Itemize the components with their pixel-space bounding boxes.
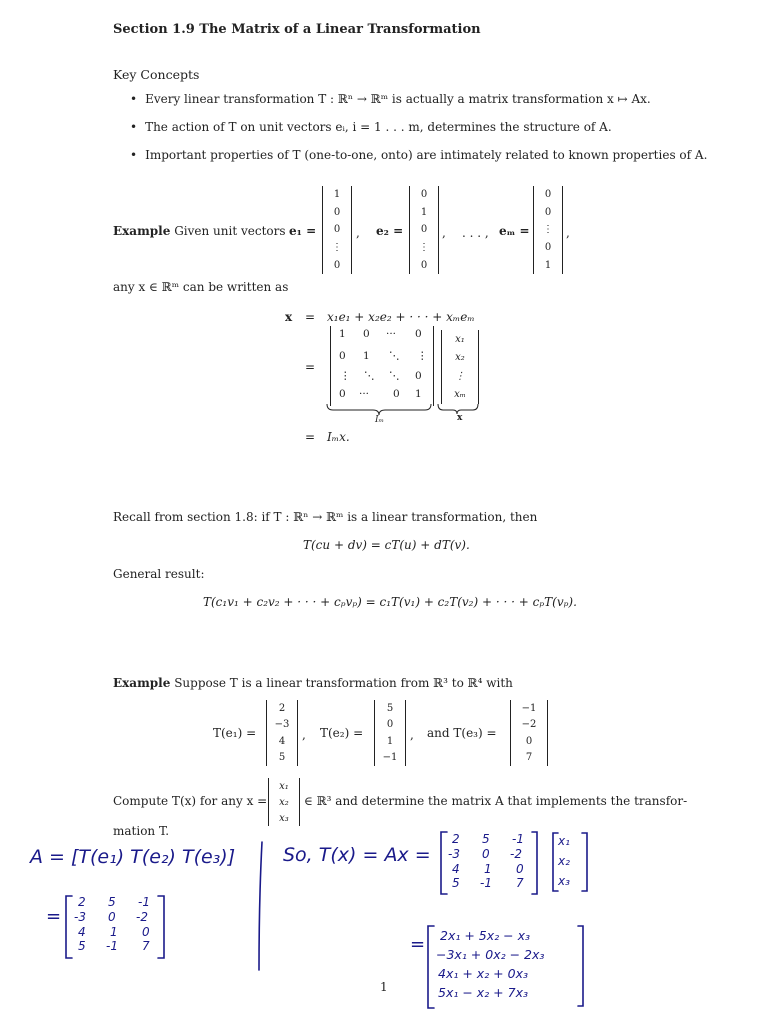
vector-entry: 2 bbox=[278, 702, 286, 714]
result-entry: 5x₁ − x₂ + 7x₃ bbox=[438, 985, 528, 1000]
vector-entry: 1 bbox=[420, 206, 428, 218]
matrix-entry: 1 bbox=[415, 388, 422, 400]
matrix-entry: -1 bbox=[512, 832, 524, 846]
example1-text: Given unit vectors bbox=[174, 224, 286, 238]
matrix-entry: 5 bbox=[108, 895, 116, 909]
vector-entry: ⋮ bbox=[419, 242, 429, 254]
vector-entry: 7 bbox=[525, 752, 533, 764]
example-label: Example bbox=[113, 224, 171, 238]
vector-entry: x₂ bbox=[558, 854, 570, 868]
vector-entry: 0 bbox=[420, 259, 428, 271]
e2-label: e₂ = bbox=[376, 224, 404, 238]
vector-entry: −3 bbox=[274, 719, 290, 731]
identity-times-x: Iₘx. bbox=[327, 430, 350, 444]
vector-entry: 5 bbox=[278, 752, 286, 764]
matrix-entry: -2 bbox=[510, 847, 522, 861]
bullet-item: • The action of T on unit vectors eᵢ, i = 1 . . . m, determines the structure of A. bbox=[130, 120, 707, 134]
matrix-entry: 5 bbox=[78, 939, 86, 953]
vector-entry: 1 bbox=[544, 259, 552, 271]
vector-entry: ⋮ bbox=[455, 370, 465, 382]
linearity-formula: T(cu + dv) = cT(u) + dT(v). bbox=[303, 538, 470, 552]
matrix-entry: -2 bbox=[136, 910, 148, 924]
recall-text: Recall from section 1.8: if T : ℝⁿ → ℝᵐ is a linear transformation, then bbox=[113, 510, 538, 524]
matrix-entry: ⋱ bbox=[389, 370, 400, 382]
vector-entry: 0 bbox=[333, 224, 341, 236]
example-label: Example bbox=[113, 676, 171, 690]
matrix-entry: -3 bbox=[448, 847, 460, 861]
brace-label-Im: Iₘ bbox=[375, 415, 385, 425]
vector-entry: 5 bbox=[386, 702, 394, 714]
handwritten-A-definition: A = [T(e₁) T(e₂) T(e₃)] bbox=[30, 846, 236, 868]
matrix-entry: -1 bbox=[106, 939, 118, 953]
vector-entry: 0 bbox=[544, 189, 552, 201]
compute-text: Compute T(x) for any x = bbox=[113, 794, 268, 808]
matrix-entry: 1 bbox=[339, 328, 346, 340]
general-result-label: General result: bbox=[113, 567, 205, 581]
vector-entry: −2 bbox=[521, 719, 537, 731]
vector-entry: x₂ bbox=[279, 796, 289, 808]
vector-entry: 0 bbox=[386, 719, 394, 731]
matrix-entry: ··· bbox=[386, 328, 397, 340]
vector-entry: 0 bbox=[333, 206, 341, 218]
vector-entry: ⋮ bbox=[543, 224, 553, 236]
matrix-entry: 7 bbox=[142, 939, 150, 953]
vector-entry: 1 bbox=[333, 189, 341, 201]
vector-entry: −1 bbox=[521, 702, 537, 714]
matrix-entry: 1 bbox=[110, 925, 118, 939]
bullet-item: • Important properties of T (one-to-one, onto) are intimately related to known properties of A. bbox=[130, 148, 707, 162]
vector-entry: 0 bbox=[544, 206, 552, 218]
compute-line2: mation T. bbox=[113, 824, 170, 838]
matrix-entry: 7 bbox=[516, 876, 524, 890]
matrix-entry: 0 bbox=[415, 370, 422, 382]
matrix-entry: 0 bbox=[482, 847, 490, 861]
equals-sign: = bbox=[305, 360, 316, 374]
matrix-entry: 0 bbox=[393, 388, 400, 400]
vector-entry: 0 bbox=[333, 259, 341, 271]
vector-entry: x₂ bbox=[455, 352, 465, 364]
equals-sign: = bbox=[305, 430, 316, 444]
em-label: eₘ = bbox=[499, 224, 530, 238]
comma: , bbox=[410, 728, 414, 742]
matrix-entry: -3 bbox=[74, 910, 86, 924]
matrix-entry: ⋮ bbox=[417, 350, 428, 362]
matrix-entry: 2 bbox=[452, 832, 460, 846]
any-x-text: any x ∈ ℝᵐ can be written as bbox=[113, 280, 289, 294]
matrix-entry: -1 bbox=[480, 876, 492, 890]
e1-label: e₁ = bbox=[289, 224, 317, 238]
vector-entry: x₁ bbox=[558, 834, 570, 848]
matrix-entry: 0 bbox=[108, 910, 116, 924]
matrix-entry: 1 bbox=[363, 350, 370, 362]
bullet-item: • Every linear transformation T : ℝⁿ → ℝᵐ is actually a matrix transformation x ↦ Ax. bbox=[130, 92, 707, 106]
Te2-label: T(e₂) = bbox=[320, 726, 364, 740]
compute-rest: ∈ ℝ³ and determine the matrix A that implements the transfor- bbox=[304, 794, 688, 808]
handwritten-so-T-equals: So, T(x) = Ax = bbox=[283, 844, 431, 866]
matrix-entry: ⋱ bbox=[389, 350, 400, 362]
matrix-entry: 4 bbox=[78, 925, 86, 939]
vector-entry: 0 bbox=[525, 735, 533, 747]
brace-label-x: x bbox=[457, 413, 463, 423]
key-concepts-heading: Key Concepts bbox=[113, 67, 200, 82]
comma: , bbox=[442, 226, 446, 240]
matrix-entry: 2 bbox=[78, 895, 86, 909]
vector-entry: 0 bbox=[420, 189, 428, 201]
equals-sign: = bbox=[305, 310, 316, 324]
vector-entry: 1 bbox=[386, 735, 394, 747]
vector-entry: xₘ bbox=[454, 389, 466, 401]
comma: , bbox=[356, 226, 360, 240]
vector-entry: x₁ bbox=[279, 780, 289, 792]
vector-entry: 0 bbox=[420, 224, 428, 236]
matrix-entry: -1 bbox=[138, 895, 150, 909]
page-number: 1 bbox=[380, 980, 388, 994]
matrix-entry: 5 bbox=[452, 876, 460, 890]
section-title: Section 1.9 The Matrix of a Linear Transformation bbox=[113, 22, 481, 37]
x-lhs: x bbox=[285, 310, 293, 324]
vector-entry: 0 bbox=[544, 242, 552, 254]
matrix-entry: ⋮ bbox=[340, 370, 351, 382]
general-result-formula: T(c₁v₁ + c₂v₂ + · · · + cₚvₚ) = c₁T(v₁) + c₂T(v₂) + · · · + cₚT(vₚ). bbox=[203, 595, 577, 609]
matrix-entry: ··· bbox=[359, 388, 370, 400]
vector-entry: x₁ bbox=[455, 333, 465, 345]
vector-entry: 4 bbox=[278, 735, 286, 747]
matrix-entry: 5 bbox=[482, 832, 490, 846]
matrix-entry: 0 bbox=[516, 862, 524, 876]
matrix-entry: ⋱ bbox=[364, 370, 375, 382]
vector-entry: −1 bbox=[382, 752, 398, 764]
comma: , bbox=[566, 226, 570, 240]
result-entry: 4x₁ + x₂ + 0x₃ bbox=[438, 966, 528, 981]
example2-text: Suppose T is a linear transformation from ℝ³ to ℝ⁴ with bbox=[174, 676, 513, 690]
handwritten-equals: = bbox=[46, 906, 62, 927]
matrix-entry: 0 bbox=[415, 328, 422, 340]
matrix-entry: 1 bbox=[484, 862, 492, 876]
matrix-entry: 4 bbox=[452, 862, 460, 876]
ellipsis: . . . , bbox=[462, 226, 489, 240]
result-entry: −3x₁ + 0x₂ − 2x₃ bbox=[436, 947, 545, 962]
vector-entry: x₃ bbox=[279, 812, 289, 824]
expansion: x₁e₁ + x₂e₂ + · · · + xₘeₘ bbox=[327, 310, 475, 324]
handwritten-result-equals: = bbox=[410, 934, 426, 955]
comma: , bbox=[302, 728, 306, 742]
result-entry: 2x₁ + 5x₂ − x₃ bbox=[440, 928, 530, 943]
matrix-entry: 0 bbox=[339, 350, 346, 362]
vector-entry: x₃ bbox=[558, 874, 570, 888]
Te1-label: T(e₁) = bbox=[213, 726, 257, 740]
Te3-label: and T(e₃) = bbox=[427, 726, 497, 740]
matrix-entry: 0 bbox=[142, 925, 150, 939]
vector-entry: ⋮ bbox=[332, 242, 342, 254]
matrix-entry: 0 bbox=[363, 328, 370, 340]
matrix-entry: 0 bbox=[339, 388, 346, 400]
